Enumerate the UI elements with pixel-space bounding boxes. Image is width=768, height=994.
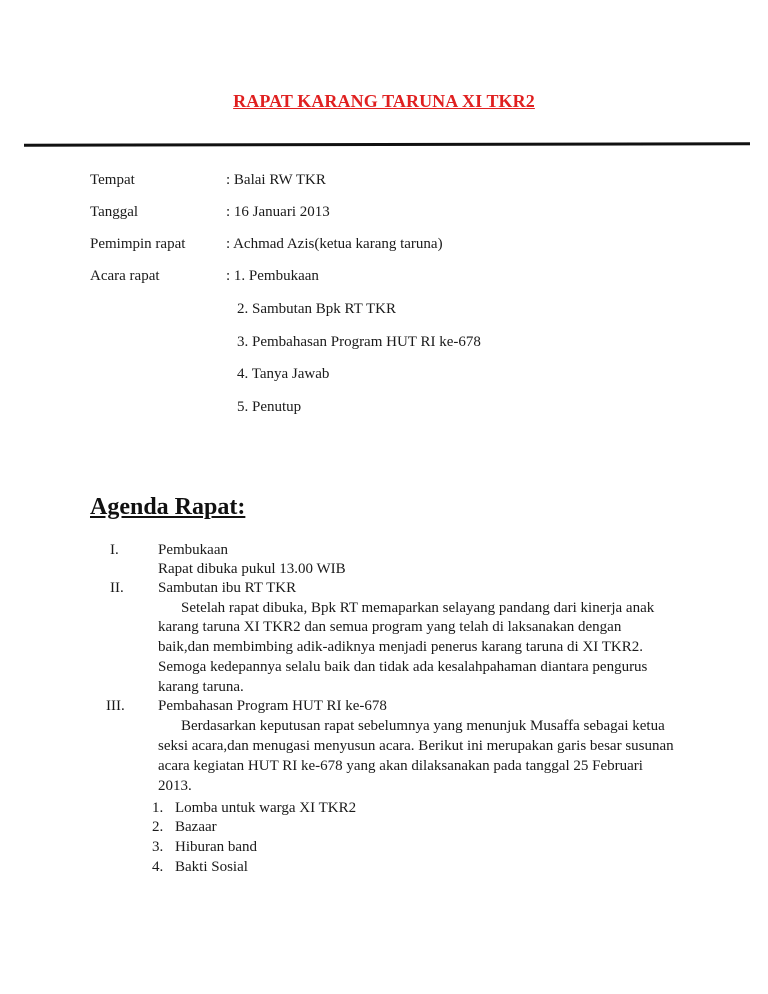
- list-number: 4.: [152, 859, 164, 875]
- section-title: Sambutan ibu RT TKR: [158, 580, 297, 596]
- info-value-acara-first: : 1. Pembukaan: [226, 268, 319, 284]
- info-label-tanggal: Tanggal: [90, 204, 139, 220]
- section-line: 2013.: [158, 778, 192, 794]
- info-value-tanggal: : 16 Januari 2013: [226, 204, 330, 220]
- section-line: Setelah rapat dibuka, Bpk RT memaparkan selayang pandang dari kinerja anak: [181, 600, 655, 616]
- list-item: Bakti Sosial: [175, 859, 248, 875]
- header-divider: [24, 142, 750, 147]
- section-line: karang taruna XI TKR2 dan semua program yang telah di laksanakan dengan: [158, 619, 622, 635]
- acara-item: 2. Sambutan Bpk RT TKR: [237, 301, 396, 317]
- list-number: 3.: [152, 839, 164, 855]
- acara-item: 3. Pembahasan Program HUT RI ke-678: [237, 334, 481, 350]
- section-line: baik,dan membimbing adik-adiknya menjadi penerus karang taruna di XI TKR2.: [158, 639, 644, 655]
- info-label-pemimpin: Pemimpin rapat: [90, 236, 186, 252]
- list-item: Lomba untuk warga XI TKR2: [175, 800, 357, 816]
- info-label-acara: Acara rapat: [90, 268, 160, 284]
- list-number: 1.: [152, 800, 164, 816]
- section-line: Berdasarkan keputusan rapat sebelumnya yang menunjuk Musaffa sebagai ketua: [181, 718, 665, 734]
- list-number: 2.: [152, 819, 164, 835]
- section-number: II.: [110, 580, 124, 596]
- section-line: Rapat dibuka pukul 13.00 WIB: [158, 561, 346, 577]
- section-line: seksi acara,dan menugasi menyusun acara. Berikut ini merupakan garis besar susunan: [158, 738, 674, 754]
- section-number: III.: [106, 698, 125, 714]
- section-line: karang taruna.: [158, 679, 244, 695]
- acara-item: 5. Penutup: [237, 399, 302, 415]
- section-title: Pembahasan Program HUT RI ke-678: [158, 698, 387, 714]
- agenda-heading: Agenda Rapat:: [90, 494, 246, 520]
- list-item: Bazaar: [175, 819, 217, 835]
- info-value-tempat: : Balai RW TKR: [226, 172, 326, 188]
- acara-item: 4. Tanya Jawab: [237, 366, 330, 382]
- info-label-tempat: Tempat: [90, 172, 135, 188]
- section-line: acara kegiatan HUT RI ke-678 yang akan dilaksanakan pada tanggal 25 Februari: [158, 758, 643, 774]
- list-item: Hiburan band: [175, 839, 258, 855]
- section-line: Semoga kedepannya selalu baik dan tidak ada kesalahpahaman diantara pengurus: [158, 659, 648, 675]
- info-value-pemimpin: : Achmad Azis(ketua karang taruna): [226, 236, 443, 252]
- section-number: I.: [110, 542, 119, 558]
- section-title: Pembukaan: [158, 542, 228, 558]
- page-title: RAPAT KARANG TARUNA XI TKR2: [233, 91, 535, 111]
